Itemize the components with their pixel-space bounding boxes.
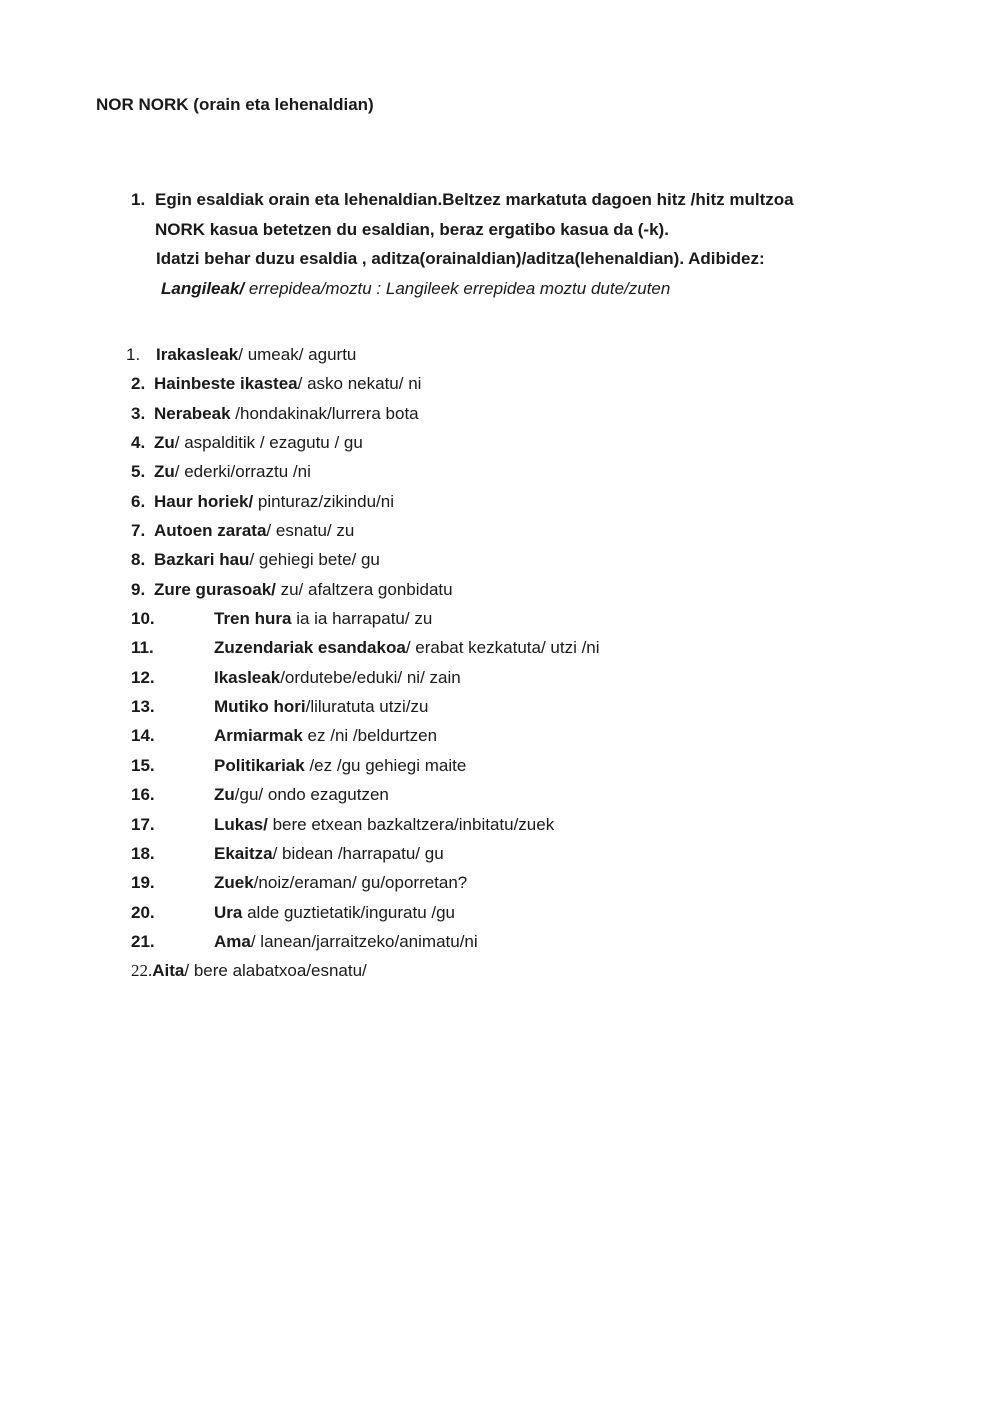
instruction-line-2	[131, 219, 891, 249]
list-item	[126, 373, 886, 402]
item-text: / umeak/ agurtu	[238, 345, 357, 364]
item-subject: Aita	[152, 961, 185, 981]
item-text: /ez /gu gehiegi maite	[304, 755, 467, 775]
instruction-line-1	[131, 189, 891, 219]
item-number: 19.	[131, 873, 155, 893]
item-text: / bere alabatxoa/esnatu/	[184, 961, 367, 981]
item-subject: Tren hura	[214, 609, 292, 629]
item-number: 11.	[131, 638, 154, 658]
item-text: alde guztietatik/inguratu /gu	[242, 902, 456, 922]
item-subject: Zuek	[214, 873, 254, 893]
page-title: NOR NORK (orain eta lehenaldian)	[96, 95, 374, 114]
item-number: 8.	[131, 550, 146, 570]
item-subject: Mutiko hori	[214, 697, 306, 717]
list-item	[126, 902, 886, 931]
item-number: 10.	[131, 609, 155, 629]
list-item	[126, 520, 886, 549]
item-number: 1.	[126, 345, 141, 364]
instructions-block	[131, 189, 891, 307]
item-number: 21.	[131, 931, 155, 951]
instruction-text-1: Egin esaldiak orain eta lehenaldian.Beltzez markatuta dagoen hitz /hitz multzoa	[155, 190, 794, 209]
list-item	[126, 696, 886, 725]
item-number: 20.	[131, 902, 155, 922]
item-text: /liluratuta utzi/zu	[305, 697, 429, 717]
item-text: /ordutebe/eduki/ ni/ zain	[280, 667, 461, 687]
item-number: 12.	[131, 667, 155, 687]
list-item	[126, 491, 886, 520]
item-text: / gehiegi bete/ gu	[249, 550, 380, 570]
item-subject: Ura	[214, 902, 243, 922]
item-text: /hondakinak/lurrera bota	[230, 403, 419, 423]
list-item	[126, 784, 886, 813]
item-subject: Nerabeak	[154, 403, 231, 423]
list-item	[126, 432, 886, 461]
list-item	[126, 843, 886, 872]
list-item	[126, 872, 886, 901]
item-text: / bidean /harrapatu/ gu	[272, 843, 444, 863]
item-text: / esnatu/ zu	[266, 521, 355, 541]
item-number: 16.	[131, 785, 155, 805]
list-item	[126, 814, 886, 843]
item-subject: Ama	[214, 931, 251, 951]
list-item	[126, 403, 886, 432]
list-item	[126, 637, 886, 666]
item-number: 13.	[131, 697, 155, 717]
item-subject: Haur horiek/	[154, 491, 254, 511]
item-text: / ederki/orraztu /ni	[174, 462, 311, 482]
item-subject: Irakasleak	[156, 345, 239, 364]
example-text: errepidea/moztu : Langileek errepidea moztu dute/zuten	[244, 278, 671, 298]
item-subject: Zuzendariak esandakoa	[214, 638, 406, 658]
item-number: 6.	[131, 491, 146, 511]
item-text: ia ia harrapatu/ zu	[291, 609, 433, 629]
list-item	[126, 960, 886, 989]
item-subject: Ekaitza	[214, 843, 273, 863]
item-number: 7.	[131, 521, 146, 541]
list-item	[126, 461, 886, 490]
list-item	[126, 579, 886, 608]
example-subject: Langileak/	[161, 278, 245, 298]
instruction-number: 1.	[131, 190, 146, 209]
instruction-text-3: Idatzi behar duzu esaldia , aditza(orainaldian)/aditza(lehenaldian). Adibidez:	[156, 249, 765, 268]
instruction-text-2: NORK kasua betetzen du esaldian, beraz ergatibo kasua da (-k).	[155, 219, 669, 239]
item-number: 5.	[131, 462, 146, 482]
item-subject: Politikariak	[214, 755, 305, 775]
list-item	[126, 931, 886, 960]
list-item	[126, 344, 886, 373]
item-subject: Zure gurasoak/	[154, 579, 276, 599]
item-subject: Zu	[214, 785, 235, 805]
item-subject: Zu	[154, 462, 175, 482]
item-number: 9.	[131, 579, 146, 599]
item-subject: Hainbeste ikastea	[154, 374, 298, 394]
list-item	[126, 725, 886, 754]
item-text: / asko nekatu/ ni	[297, 374, 422, 394]
item-subject: Lukas/	[214, 814, 268, 834]
list-item	[126, 755, 886, 784]
instruction-line-3	[131, 248, 891, 278]
item-text: / erabat kezkatuta/ utzi /ni	[405, 638, 600, 658]
item-text: /noiz/eraman/ gu/oporretan?	[253, 873, 468, 893]
item-subject: Bazkari hau	[154, 550, 250, 570]
item-text: /gu/ ondo ezagutzen	[234, 785, 389, 805]
list-item	[126, 667, 886, 696]
item-text: ez /ni /beldurtzen	[302, 726, 438, 746]
list-item	[126, 549, 886, 578]
item-number: 14.	[131, 726, 155, 746]
item-text: / aspalditik / ezagutu / gu	[174, 433, 363, 453]
item-subject: Zu	[154, 433, 175, 453]
list-item	[126, 608, 886, 637]
item-subject: Armiarmak	[214, 726, 303, 746]
item-text: pinturaz/zikindu/ni	[253, 491, 395, 511]
item-number: 18.	[131, 843, 155, 863]
item-text: zu/ afaltzera gonbidatu	[275, 579, 453, 599]
item-number: 4.	[131, 433, 146, 453]
item-number: 3.	[131, 403, 146, 423]
item-subject: Autoen zarata	[154, 521, 267, 541]
item-number: 22.	[131, 961, 153, 981]
item-text: / lanean/jarraitzeko/animatu/ni	[250, 931, 478, 951]
item-number: 17.	[131, 814, 155, 834]
item-number: 2.	[131, 374, 146, 394]
example-line	[131, 278, 891, 308]
item-subject: Ikasleak	[214, 667, 281, 687]
item-text: bere etxean bazkaltzera/inbitatu/zuek	[267, 814, 555, 834]
item-number: 15.	[131, 755, 155, 775]
exercise-list	[126, 344, 886, 990]
